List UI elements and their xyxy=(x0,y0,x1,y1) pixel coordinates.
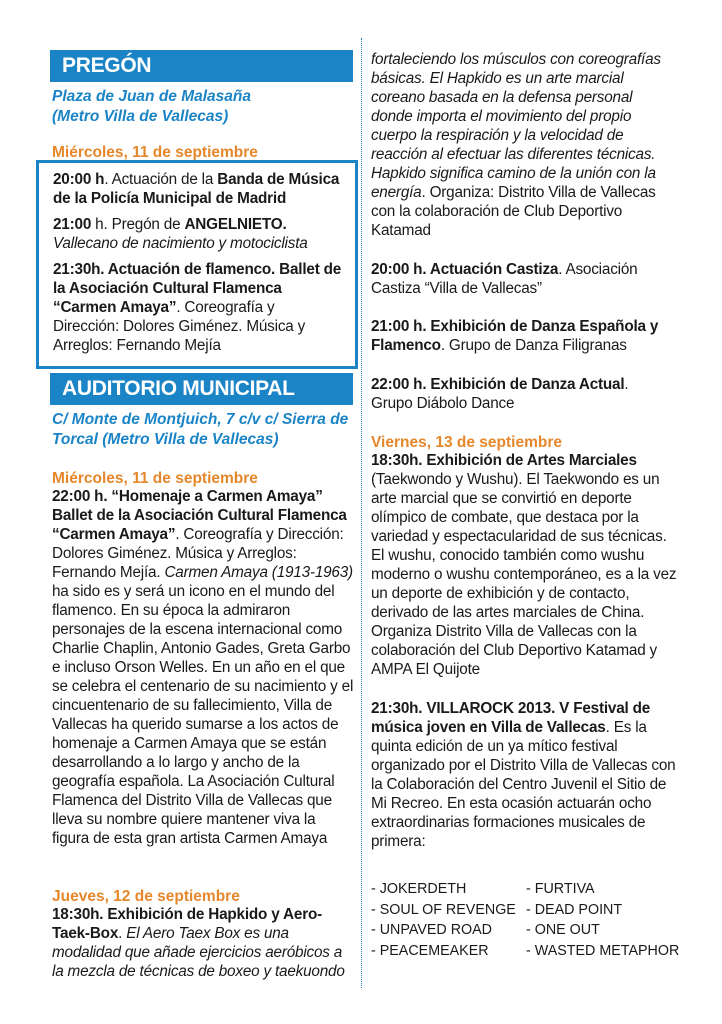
column-divider xyxy=(361,38,362,988)
homenaje-event: 22:00 h. “Homenaje a Carmen Amaya” Ballet de la Asociación Cultural Flamenca “Carmen Amaya”. Coreografía y Dirección: Dolores Giménez. Música y Arreglos: Fernando Mejía. Carmen Amaya (1913-1963) ha sido es y será un icono en el mundo del flamenco. En su época la admiraron personajes de la escena internacional como Charlie Chaplin, Antonio Gades, Greta Garbo e incluso Orson Welles. En un año en el que se celebra el centenario de su nacimiento y el cincuentenario de su fallecimiento, Villa de Vallecas ha querido sumarse a los actos de homenaje a Carmen Amaya que se están desarrollando a lo largo y ancho de la geografía española. La Asociación Cultural Flamenca del Distrito Villa de Vallecas que lleva su nombre quiere mantener viva la figura de esta gran artista Carmen Amaya xyxy=(52,488,354,847)
pregon-date: Miércoles, 11 de septiembre xyxy=(52,144,258,161)
list-item: - FURTIVA xyxy=(526,881,595,897)
list-item: - SOUL OF REVENGE xyxy=(371,901,516,918)
band-list-left xyxy=(371,879,531,961)
villarock-event: 21:30h. VILLAROCK 2013. V Festival de música joven en Villa de Vallecas. Es la quinta edición de un ya mítico festival organizado por el Distrito Villa de Vallecas con la Colaboración del Centro Juvenil el Sitio de Mi Recreo. En esta ocasión actuarán ocho extraordinarias formaciones musicales de primera: xyxy=(371,700,676,850)
pregon-title: PREGÓN xyxy=(62,54,152,77)
pregon-event-1: 20:00 h. Actuación de la Banda de Música de la Policía Municipal de Madrid xyxy=(53,171,340,207)
pregon-venue: Plaza de Juan de Malasaña (Metro Villa de Vallecas) xyxy=(52,88,252,125)
pregon-event-2: 21:00 h. Pregón de ANGELNIETO. Vallecano de nacimiento y motociclista xyxy=(53,216,308,252)
list-item: - UNPAVED ROAD xyxy=(371,922,493,938)
pregon-banner xyxy=(50,50,353,82)
auditorio-title: AUDITORIO MUNICIPAL xyxy=(62,377,295,400)
band-list-right xyxy=(526,879,686,961)
list-item: - JOKERDETH xyxy=(371,881,467,897)
danza-actual-event: 22:00 h. Exhibición de Danza Actual. Grupo Diábolo Dance xyxy=(371,376,629,412)
auditorio-banner xyxy=(50,373,353,405)
auditorio-date-1: Miércoles, 11 de septiembre xyxy=(52,470,258,487)
hapkido-event: 18:30h. Exhibición de Hapkido y Aero-Taek-Box. El Aero Taex Box es una modalidad que añade ejercicios aeróbicos a la mezcla de técnicas de boxeo y taekuondo xyxy=(52,906,345,980)
auditorio-date-2: Jueves, 12 de septiembre xyxy=(52,888,240,905)
auditorio-venue: C/ Monte de Montjuich, 7 c/v c/ Sierra de Torcal (Metro Villa de Vallecas) xyxy=(52,411,349,448)
danza-espanola-event: 21:00 h. Exhibición de Danza Española y Flamenco. Grupo de Danza Filigranas xyxy=(371,318,659,354)
castiza-event: 20:00 h. Actuación Castiza. Asociación Castiza “Villa de Vallecas” xyxy=(371,261,638,297)
list-item: - DEAD POINT xyxy=(526,901,623,918)
pregon-events-box xyxy=(36,160,358,369)
pregon-event-3: 21:30h. Actuación de flamenco. Ballet de la Asociación Cultural Flamenca “Carmen Amaya”. Coreografía y Dirección: Dolores Giménez. Música y Arreglos: Fernando Mejía xyxy=(53,261,342,354)
list-item: - WASTED METAPHOR xyxy=(526,942,680,959)
artes-marciales-event: 18:30h. Exhibición de Artes Marciales (Taekwondo y Wushu). El Taekwondo es un arte marcial que se convirtió en deporte olímpico de combate, que destaca por la variedad y espectacularidad de sus técnicas. El wushu, conocido también como wushu moderno o wushu contemporáneo, es a la vez un deporte de exhibición y de contacto, derivado de las artes marciales de China. Organiza Distrito Villa de Vallecas con la colaboración del Club Deportivo Katamad y AMPA El Quijote xyxy=(371,452,677,678)
band-list xyxy=(371,879,680,963)
viernes-date: Viernes, 13 de septiembre xyxy=(371,434,562,451)
hapkido-continuation: fortaleciendo los músculos con coreografías básicas. El Hapkido es un arte marcial coreano basada en la defensa personal donde importa el movimiento del propio cuerpo la respiración y la velocidad de reacción al efectuar las diferentes técnicas. Hapkido significa camino de la unión con la energía. Organiza: Distrito Villa de Vallecas con la colaboración de Club Deportivo Katamad xyxy=(371,51,661,239)
list-item: - PEACEMEAKER xyxy=(371,942,489,959)
list-item: - ONE OUT xyxy=(526,922,600,938)
